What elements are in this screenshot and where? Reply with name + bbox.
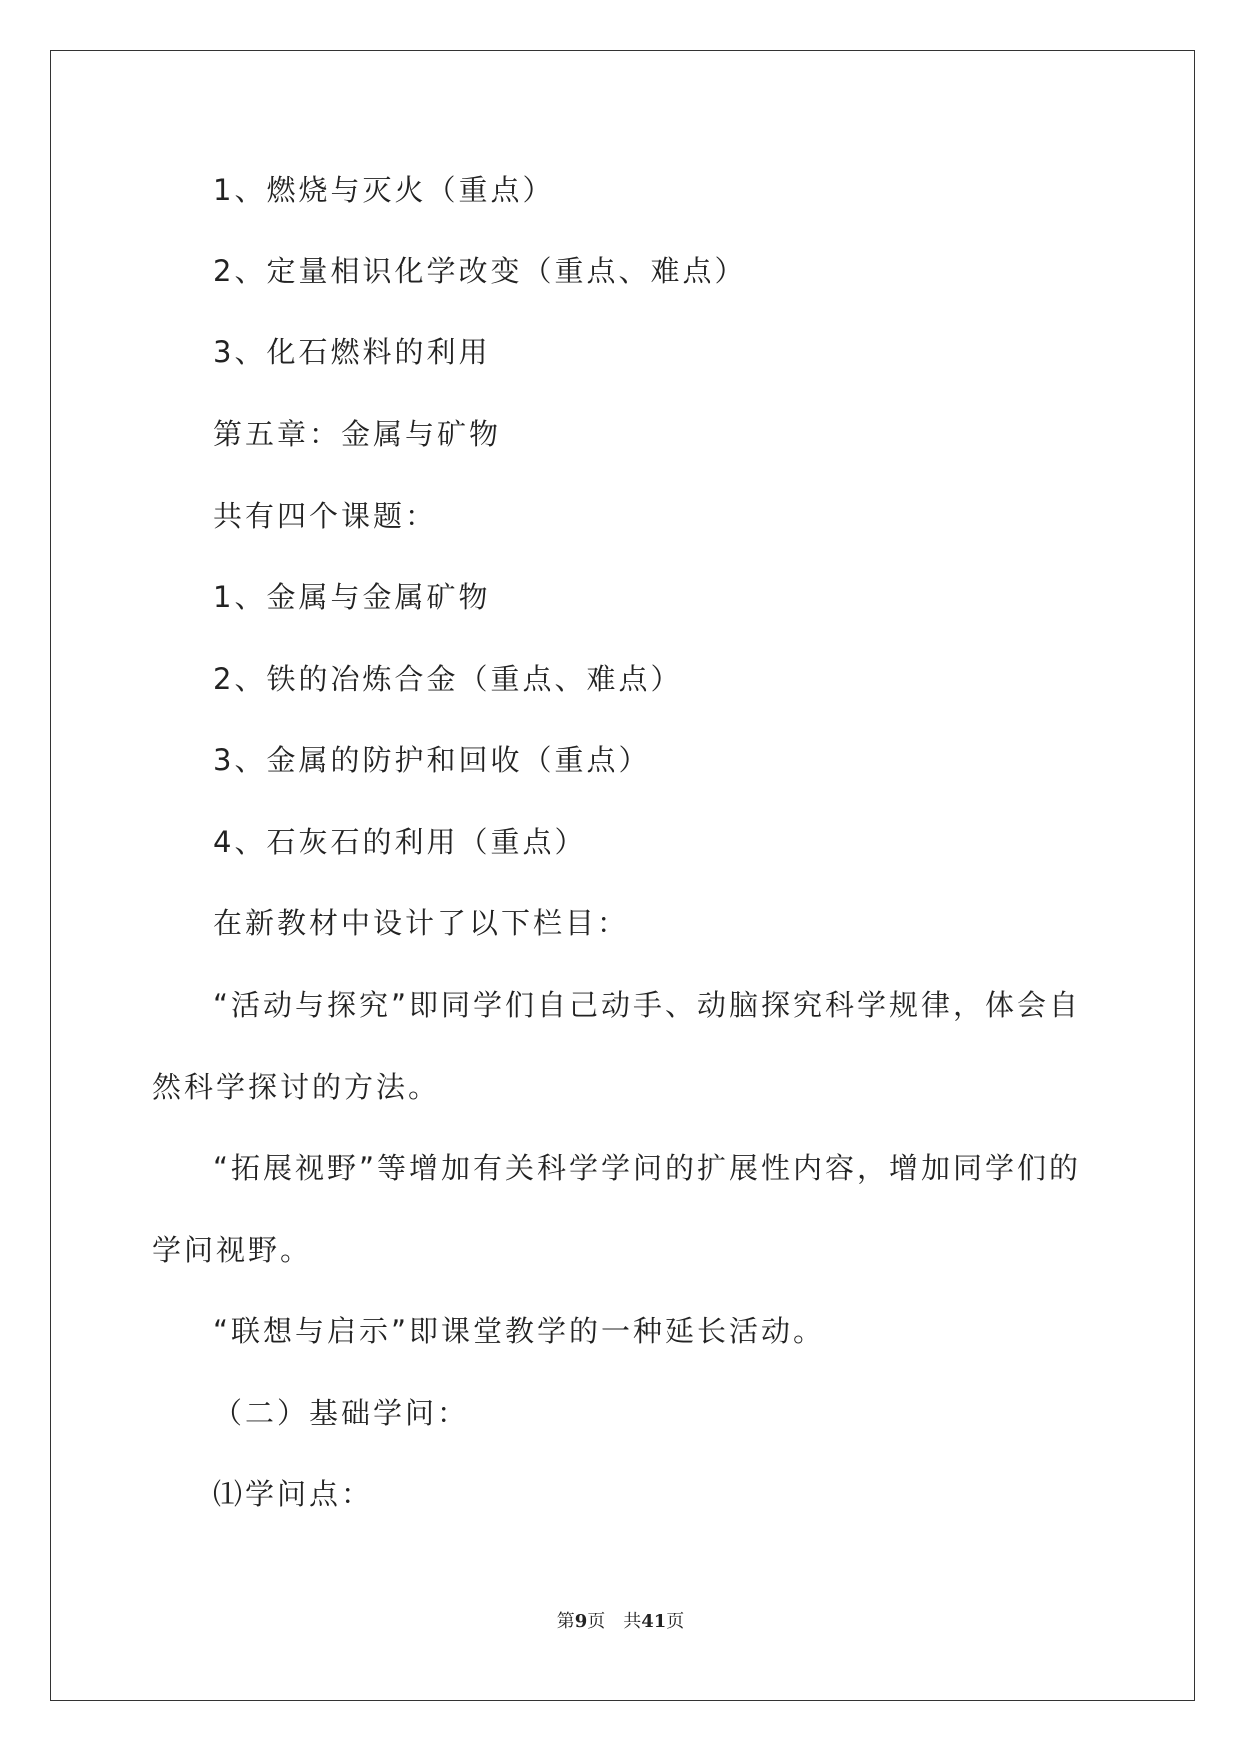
total-page-number: 41	[641, 1611, 667, 1632]
text-line: 4、石灰石的利用（重点）	[213, 825, 587, 859]
page-footer	[0, 1607, 1241, 1633]
text-line: 2、定量相识化学改变（重点、难点）	[213, 254, 747, 288]
paragraph-line: “拓展视野”等增加有关科学学问的扩展性内容，增加同学们的	[213, 1151, 1082, 1185]
footer-prefix: 第	[556, 1611, 575, 1632]
footer-middle: 页 共	[587, 1611, 642, 1632]
paragraph-line: “联想与启示”即课堂教学的一种延长活动。	[213, 1314, 826, 1348]
text-line: 2、铁的冶炼合金（重点、难点）	[213, 662, 683, 696]
subsection-heading: ⑴学问点：	[213, 1477, 374, 1511]
text-line: 共有四个课题：	[213, 499, 438, 533]
text-line: 1、金属与金属矿物	[213, 580, 491, 614]
section-heading: （二）基础学问：	[213, 1396, 470, 1430]
text-line: 在新教材中设计了以下栏目：	[213, 906, 630, 940]
text-line: 3、金属的防护和回收（重点）	[213, 743, 651, 777]
footer-suffix: 页	[666, 1611, 685, 1632]
chapter-heading: 第五章：金属与矿物	[213, 417, 502, 451]
page-border	[50, 50, 1195, 1701]
paragraph-line: 学问视野。	[152, 1233, 313, 1267]
paragraph-line: 然科学探讨的方法。	[152, 1070, 441, 1104]
current-page-number: 9	[574, 1611, 588, 1632]
paragraph-line: “活动与探究”即同学们自己动手、动脑探究科学规律，体会自	[213, 988, 1082, 1022]
text-line: 3、化石燃料的利用	[213, 335, 491, 369]
text-line: 1、燃烧与灭火（重点）	[213, 173, 555, 207]
